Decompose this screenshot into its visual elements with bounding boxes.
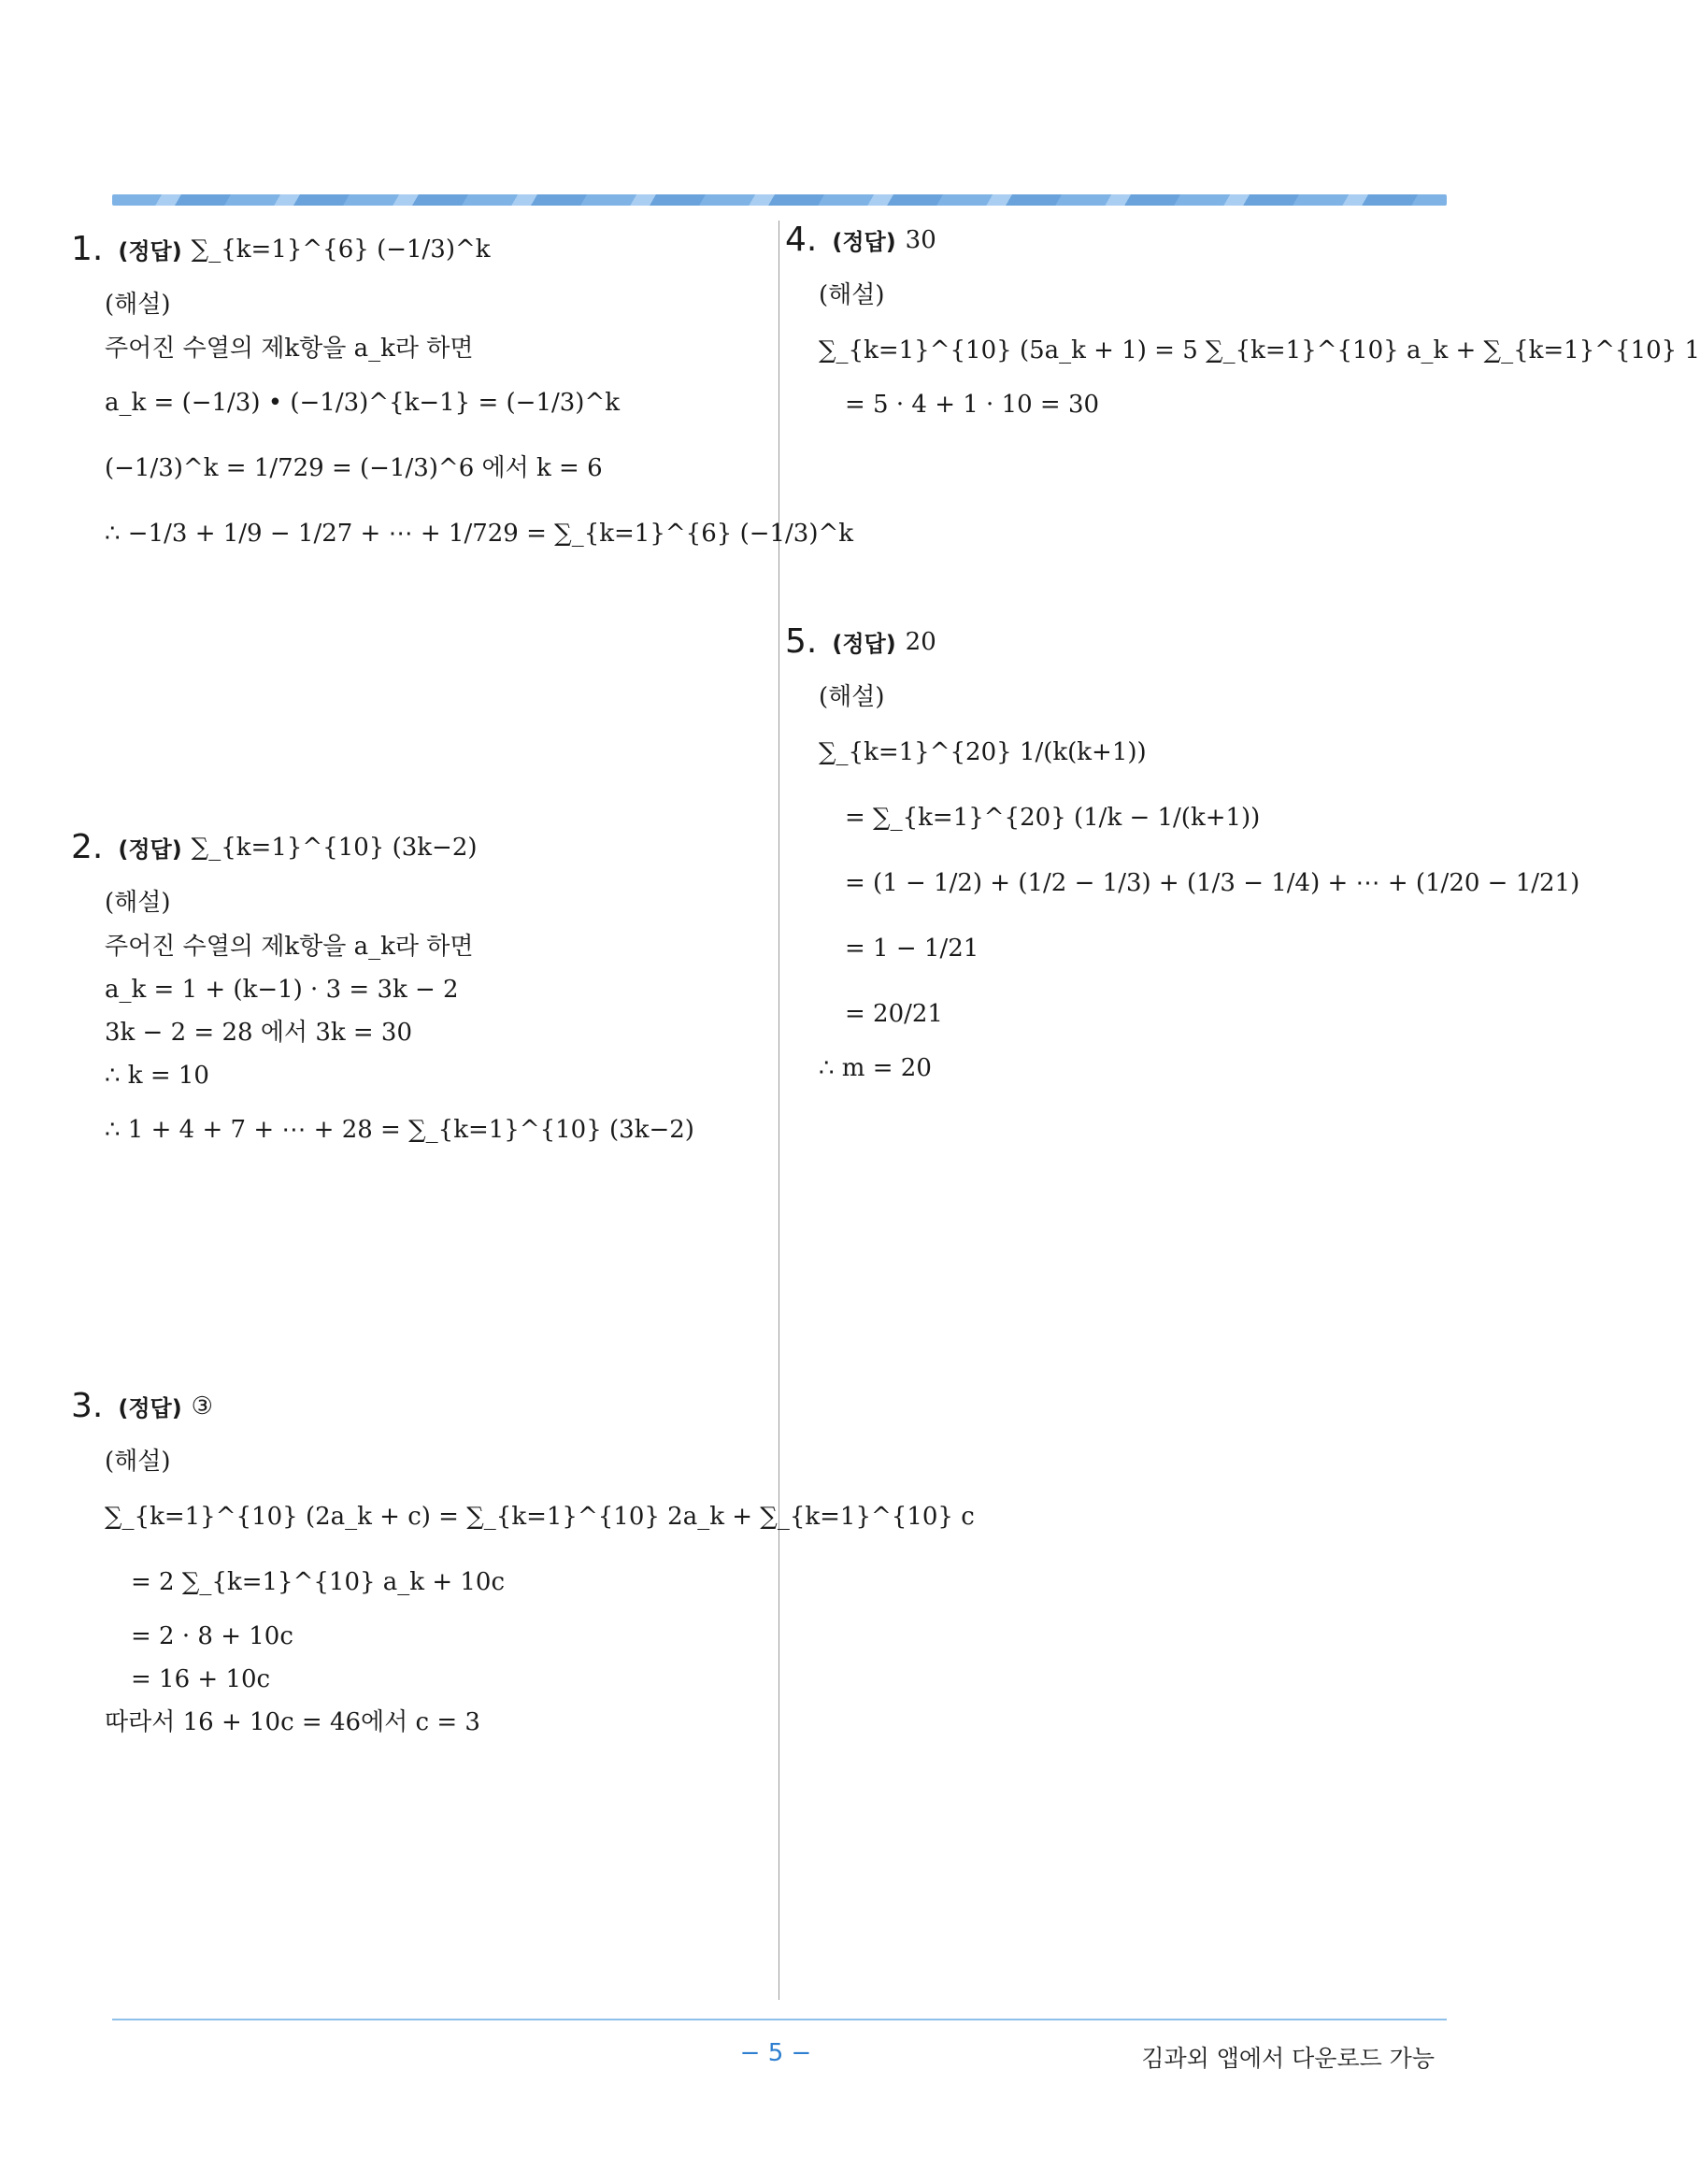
explanation-line: ∴ m = 20 [819, 1054, 932, 1082]
explanation-line: 3k − 2 = 28 에서 3k = 30 [105, 1019, 413, 1047]
answer-value: 30 [905, 225, 936, 254]
page-number: − 5 − [739, 2039, 812, 2067]
problem-5 [785, 622, 1579, 1090]
problem-number: 5. [785, 622, 818, 661]
problem-5-header [785, 622, 1579, 661]
explanation-line: ∑_{k=1}^{10} (5a_k + 1) = 5 ∑_{k=1}^{10} a_k + ∑_{k=1}^{10} 1 [819, 336, 1700, 364]
problem-4 [785, 221, 1700, 426]
answer-value: 20 [905, 627, 936, 656]
explanation-label: (해설) [819, 281, 885, 309]
explanation-line: 주어진 수열의 제k항을 a_k라 하면 [105, 933, 474, 961]
explanation-label: (해설) [819, 683, 885, 711]
explanation-label: (해설) [105, 291, 171, 319]
explanation-line: (−1/3)^k = 1/729 = (−1/3)^6 에서 k = 6 [105, 454, 603, 482]
explanation-line: = 16 + 10c [131, 1665, 271, 1693]
explanation-line: = 2 · 8 + 10c [131, 1622, 293, 1650]
explanation-line: = 5 · 4 + 1 · 10 = 30 [845, 391, 1100, 419]
explanation-line: 따라서 16 + 10c = 46에서 c = 3 [105, 1708, 480, 1736]
explanation-line: ∴ −1/3 + 1/9 − 1/27 + ⋯ + 1/729 = ∑_{k=1}^{6} (−1/3)^k [105, 520, 854, 548]
problem-2-header [71, 828, 694, 866]
answer-label: (정답) [118, 238, 182, 264]
problem-number: 1. [71, 230, 104, 268]
explanation-line: ∴ k = 10 [105, 1062, 209, 1090]
footer-note: 김과외 앱에서 다운로드 가능 [1141, 2045, 1435, 2072]
explanation-line: a_k = 1 + (k−1) · 3 = 3k − 2 [105, 976, 459, 1004]
explanation-line: = 2 ∑_{k=1}^{10} a_k + 10c [131, 1568, 506, 1596]
explanation-line: 주어진 수열의 제k항을 a_k라 하면 [105, 335, 474, 363]
footer-divider [112, 2019, 1447, 2020]
explanation-line: = 20/21 [845, 1000, 943, 1028]
explanation-label: (해설) [105, 1448, 171, 1476]
answer-value: ∑_{k=1}^{6} (−1/3)^k [191, 235, 491, 264]
answer-label: (정답) [118, 836, 182, 863]
explanation-line: ∴ 1 + 4 + 7 + ⋯ + 28 = ∑_{k=1}^{10} (3k−2) [105, 1116, 694, 1144]
explanation-line: = 1 − 1/21 [845, 935, 979, 963]
problem-number: 4. [785, 221, 818, 259]
explanation-line: a_k = (−1/3) • (−1/3)^{k−1} = (−1/3)^k [105, 389, 620, 417]
problem-3-header [71, 1387, 975, 1425]
answer-label: (정답) [118, 1395, 182, 1421]
explanation-line: ∑_{k=1}^{20} 1/(k(k+1)) [819, 738, 1147, 766]
problem-2 [71, 828, 694, 1163]
answer-value: ∑_{k=1}^{10} (3k−2) [191, 833, 478, 862]
problem-4-header [785, 221, 1700, 259]
problem-number: 2. [71, 828, 104, 866]
problem-1 [71, 230, 853, 566]
explanation-line: = ∑_{k=1}^{20} (1/k − 1/(k+1)) [845, 804, 1261, 832]
explanation-line: ∑_{k=1}^{10} (2a_k + c) = ∑_{k=1}^{10} 2a_k + ∑_{k=1}^{10} c [105, 1503, 975, 1531]
answer-label: (정답) [832, 631, 896, 657]
problem-1-header [71, 230, 853, 268]
problem-3 [71, 1387, 975, 1744]
top-decorative-bar [112, 194, 1447, 206]
answer-label: (정답) [832, 229, 896, 255]
explanation-line: = (1 − 1/2) + (1/2 − 1/3) + (1/3 − 1/4) + ⋯ + (1/20 − 1/21) [845, 869, 1580, 897]
answer-value: ③ [191, 1392, 213, 1420]
explanation-label: (해설) [105, 889, 171, 917]
problem-number: 3. [71, 1387, 104, 1425]
